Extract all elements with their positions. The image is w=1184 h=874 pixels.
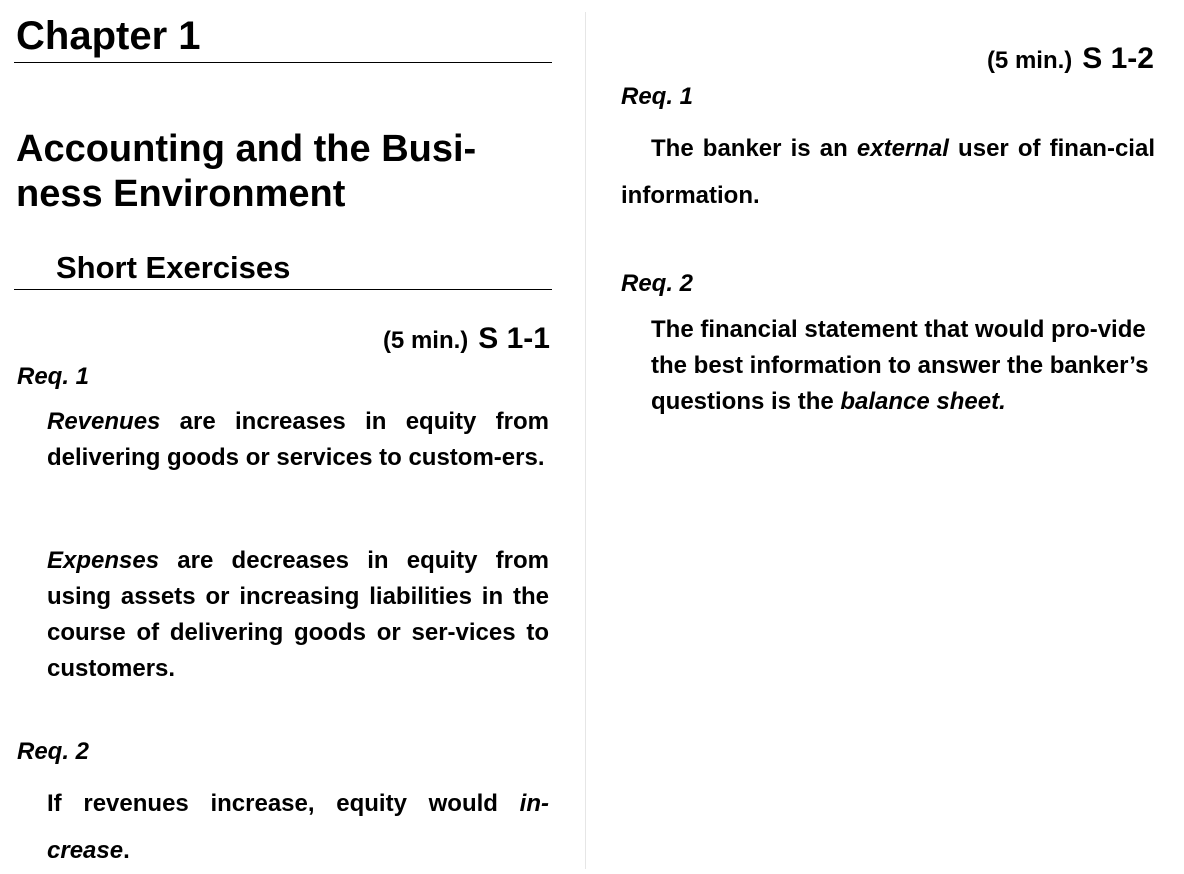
s1-2-req1-label: Req. 1 bbox=[621, 83, 694, 110]
term-expenses: Expenses bbox=[47, 547, 160, 574]
req2-text: If revenues increase, equity would bbox=[47, 790, 520, 817]
revenues-definition: are increases in equity from delivering goods or services to custom-ers. bbox=[47, 408, 549, 471]
exercise-code: S 1-1 bbox=[478, 322, 550, 355]
term-balance-sheet: balance sheet. bbox=[840, 388, 1006, 415]
s1-1-req2-label: Req. 2 bbox=[17, 738, 90, 765]
term-external: external bbox=[856, 135, 949, 162]
term-increase: in-crease bbox=[47, 790, 549, 864]
exercise-header-s1-1 bbox=[383, 322, 550, 356]
s1-2-req1-paragraph bbox=[621, 125, 1155, 219]
section-rule bbox=[14, 289, 552, 290]
expenses-definition: are decreases in equity from using assets or increasing liabilities in the course of delivering goods or ser-vices to customers. bbox=[47, 547, 549, 682]
s1-1-req1-revenues-paragraph bbox=[47, 404, 549, 476]
book-title bbox=[16, 127, 556, 217]
book-title-line-1: Accounting and the Busi- bbox=[16, 128, 477, 170]
s1-2-req2-label: Req. 2 bbox=[621, 270, 694, 297]
s1-1-req2-paragraph bbox=[47, 780, 549, 874]
section-title: Short Exercises bbox=[56, 250, 291, 285]
s1-2-req2-paragraph bbox=[651, 312, 1155, 420]
s1-1-req1-expenses-paragraph bbox=[47, 543, 549, 687]
exercise-time: (5 min.) bbox=[986, 47, 1073, 74]
req1-text-a: The banker is an bbox=[651, 135, 857, 162]
chapter-rule bbox=[14, 62, 552, 63]
book-title-line-2: ness Environment bbox=[16, 173, 346, 215]
req2-text: The financial statement that would pro-vide the best information to answer the banker’s questions is the bbox=[651, 316, 1149, 415]
exercise-header-s1-2 bbox=[987, 42, 1154, 76]
column-divider bbox=[585, 12, 586, 869]
chapter-title: Chapter 1 bbox=[16, 14, 201, 58]
exercise-time: (5 min.) bbox=[382, 327, 469, 354]
req1-text-b: user of finan-cial information. bbox=[621, 135, 1155, 209]
s1-1-req1-label: Req. 1 bbox=[17, 363, 90, 390]
term-revenues: Revenues bbox=[47, 408, 161, 435]
req2-end: . bbox=[123, 837, 130, 864]
exercise-code: S 1-2 bbox=[1082, 42, 1154, 75]
